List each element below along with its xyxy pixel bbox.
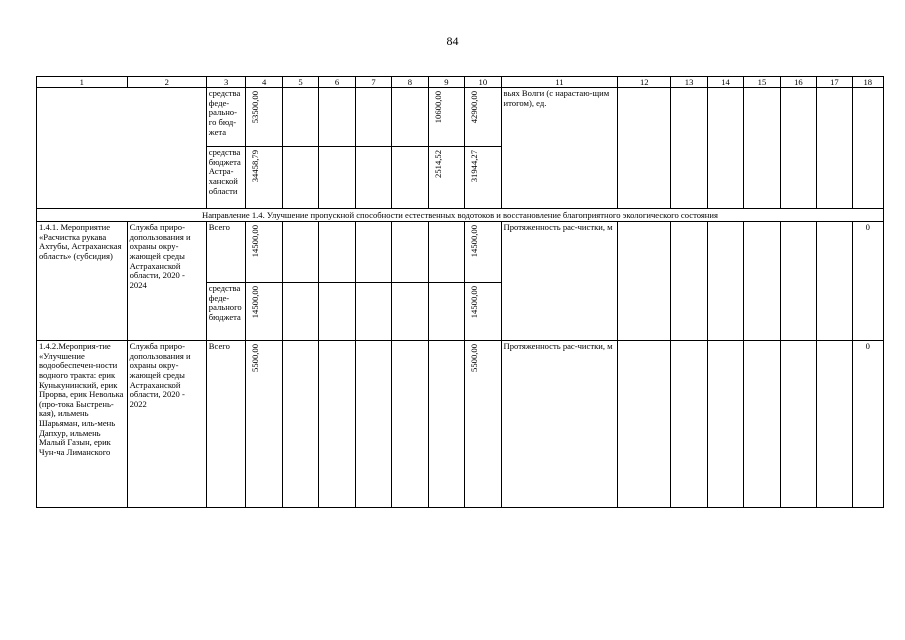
column-number: 8: [392, 77, 428, 88]
amount-cell: 2514,52: [428, 147, 464, 209]
amount-cell: 5500,00: [246, 341, 282, 508]
amount-cell: 53500,00: [246, 88, 282, 147]
amount-cell: 14500,00: [246, 283, 282, 341]
funding-source-cell: средства феде-рально-го бюд-жета: [206, 88, 246, 147]
direction-heading: Направление 1.4. Улучшение пропускной способности естественных водотоков и восстановление благоприятного экологического состояния: [37, 209, 884, 222]
column-number: 6: [319, 77, 355, 88]
column-number: 11: [501, 77, 618, 88]
table-row: [37, 341, 884, 508]
column-number: 15: [744, 77, 780, 88]
indicator-cell: Протяженность рас-чистки, м: [501, 222, 618, 341]
column-number: 3: [206, 77, 246, 88]
amount-cell: 14500,00: [465, 283, 501, 341]
column-number: 16: [780, 77, 816, 88]
column-number: 13: [671, 77, 707, 88]
column-number: 14: [707, 77, 743, 88]
target-value-cell: 0: [852, 341, 883, 508]
column-number: 9: [428, 77, 464, 88]
column-number: 5: [282, 77, 318, 88]
executor-cell: Служба приро-допользования и охраны окру-жающей среды Астраханской области, 2020 - 2022: [127, 341, 206, 508]
column-number: 4: [246, 77, 282, 88]
program-table: [36, 76, 884, 508]
column-number: 10: [465, 77, 501, 88]
funding-source-cell: средства бюджета Астра-ханской области: [206, 147, 246, 209]
funding-source-cell: Всего: [206, 222, 246, 283]
funding-source-cell: Всего: [206, 341, 246, 508]
empty-cell: [37, 88, 207, 209]
table-row: [37, 88, 884, 147]
indicator-cell: Протяженность рас-чистки, м: [501, 341, 618, 508]
amount-cell: 5500,00: [465, 341, 501, 508]
amount-cell: 14500,00: [465, 222, 501, 283]
executor-cell: Служба приро-допользования и охраны окру-жающей среды Астраханской области, 2020 - 2024: [127, 222, 206, 341]
funding-source-cell: средства феде-рального бюджета: [206, 283, 246, 341]
column-number: 7: [355, 77, 391, 88]
amount-cell: 42900,00: [465, 88, 501, 147]
column-number: 12: [618, 77, 671, 88]
direction-row: [37, 209, 884, 222]
measure-name-cell: 1.4.1. Мероприятие «Расчистка рукава Ахтубы, Астраханская область» (субсидия): [37, 222, 128, 341]
amount-cell: 34458,79: [246, 147, 282, 209]
column-number: 1: [37, 77, 128, 88]
header-row: [37, 77, 884, 88]
amount-cell: 14500,00: [246, 222, 282, 283]
column-number: 2: [127, 77, 206, 88]
page-number: 84: [446, 34, 459, 48]
amount-cell: 31944,27: [465, 147, 501, 209]
column-number: 17: [817, 77, 852, 88]
table-row: [37, 222, 884, 283]
amount-cell: 10600,00: [428, 88, 464, 147]
measure-name-cell: 1.4.2.Мероприя-тие «Улучшение водообеспечен-ности водного тракта: ерик Кунькунинский, ерик Прорва, ерик Неволька (про-тока Быстрень-кая), ильмень Шарьяман, иль-мень Дапхур, ильмень Малый Газын, ерик Чун-ча Лиманского: [37, 341, 128, 508]
column-number: 18: [852, 77, 883, 88]
target-value-cell: 0: [852, 222, 883, 341]
indicator-cell: вьях Волги (с нарастаю-щим итогом), ед.: [501, 88, 618, 209]
